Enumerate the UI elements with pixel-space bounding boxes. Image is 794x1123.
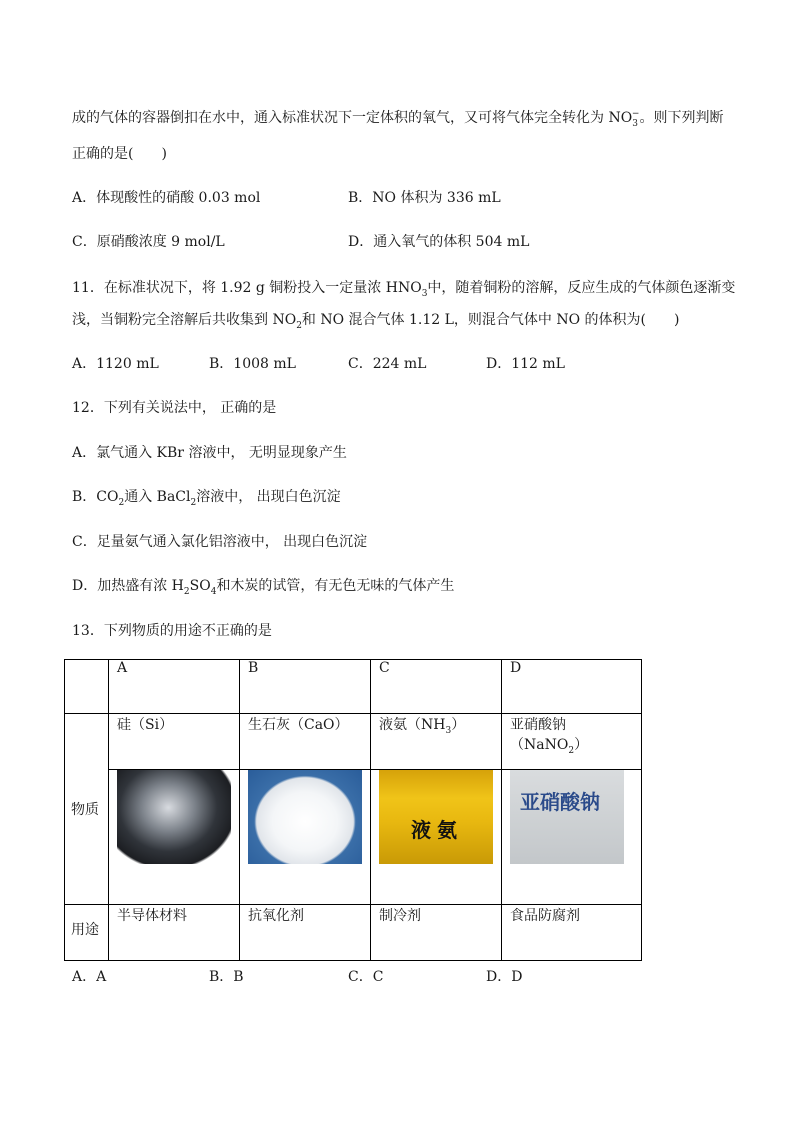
image-cell-a xyxy=(109,770,240,905)
question-12-stem: 12．下列有关说法中， 正确的是 xyxy=(72,400,277,416)
question-10-stem-line-2: 正确的是( ) xyxy=(72,146,167,162)
question-11-stem-line-2: 浅，当铜粉完全溶解后共收集到 $NO_2$和 NO 混合气体 1.12 L，则混合气体中 NO 的体积为( ) xyxy=(72,312,680,331)
substance-name-a: 硅（Si） xyxy=(109,714,240,770)
use-a: 半导体材料 xyxy=(109,905,240,961)
question-10-stem-line-1: 成的气体的容器倒扣在水中，通入标准状况下一定体积的氧气，又可将气体完全转化为 $NO_3^-$。则下列判断 xyxy=(72,109,724,129)
substance-name-d: 亚硝酸钠（NaNO$_2$） xyxy=(502,714,642,770)
row-label-use: 用途 xyxy=(65,905,109,961)
q12-option-c[interactable]: C．足量氨气通入氯化铝溶液中， 出现白色沉淀 xyxy=(72,534,368,550)
q10-option-b[interactable]: B．NO 体积为 336 mL xyxy=(348,190,501,206)
liquid-ammonia-image: 液氨 xyxy=(379,770,493,864)
table-header-row xyxy=(65,660,642,714)
q10-option-c[interactable]: C．原硝酸浓度 9 mol/L xyxy=(72,234,225,250)
sodium-nitrite-image: 亚硝酸钠 xyxy=(510,770,624,864)
table-name-row xyxy=(65,714,642,770)
use-b: 抗氧化剂 xyxy=(240,905,371,961)
q13-option-c[interactable]: C．C xyxy=(348,969,384,985)
question-11-stem-line-1: 11．在标准状况下，将 1.92 g 铜粉投入一定量浓 $HNO_3$中，随着铜粉的溶解，反应生成的气体颜色逐渐变 xyxy=(72,280,736,299)
substance-name-c: 液氨$(NH_3)$ xyxy=(371,714,502,770)
substance-name-b: 生石灰（CaO） xyxy=(240,714,371,770)
substance-table xyxy=(64,659,642,961)
quicklime-image xyxy=(248,770,362,864)
q13-option-b[interactable]: B．B xyxy=(209,969,244,985)
q13-option-d[interactable]: D．D xyxy=(486,969,523,985)
image-cell-d xyxy=(502,770,642,905)
table-header-a: A xyxy=(109,660,240,714)
table-corner-cell xyxy=(65,660,109,714)
use-c: 制冷剂 xyxy=(371,905,502,961)
q12-option-d[interactable]: D．加热盛有浓 $H_2SO_4$和木炭的试管，有无色无味的气体产生 xyxy=(72,578,455,597)
table-image-row xyxy=(65,770,642,905)
table-use-row xyxy=(65,905,642,961)
row-label-substance: 物质 xyxy=(65,714,109,905)
table-header-b: B xyxy=(240,660,371,714)
q13-option-a[interactable]: A．A xyxy=(72,969,107,985)
q11-option-b[interactable]: B．1008 mL xyxy=(209,356,296,372)
table-header-c: C xyxy=(371,660,502,714)
q10-option-a[interactable]: A．体现酸性的硝酸 0.03 mol xyxy=(72,190,261,206)
q10-option-d[interactable]: D．通入氧气的体积 504 mL xyxy=(348,234,530,250)
table-header-d: D xyxy=(502,660,642,714)
use-d: 食品防腐剂 xyxy=(502,905,642,961)
q12-option-b[interactable]: B．$CO_2$通入 BaCl$_2$溶液中， 出现白色沉淀 xyxy=(72,489,341,508)
q11-option-a[interactable]: A．1120 mL xyxy=(72,356,159,372)
q11-option-c[interactable]: C．224 mL xyxy=(348,356,427,372)
q11-option-d[interactable]: D．112 mL xyxy=(486,356,565,372)
question-13-stem: 13．下列物质的用途不正确的是 xyxy=(72,623,272,639)
image-cell-b xyxy=(240,770,371,905)
image-cell-c xyxy=(371,770,502,905)
q12-option-a[interactable]: A．氯气通入 KBr 溶液中， 无明显现象产生 xyxy=(72,445,347,461)
silicon-image xyxy=(117,770,231,864)
